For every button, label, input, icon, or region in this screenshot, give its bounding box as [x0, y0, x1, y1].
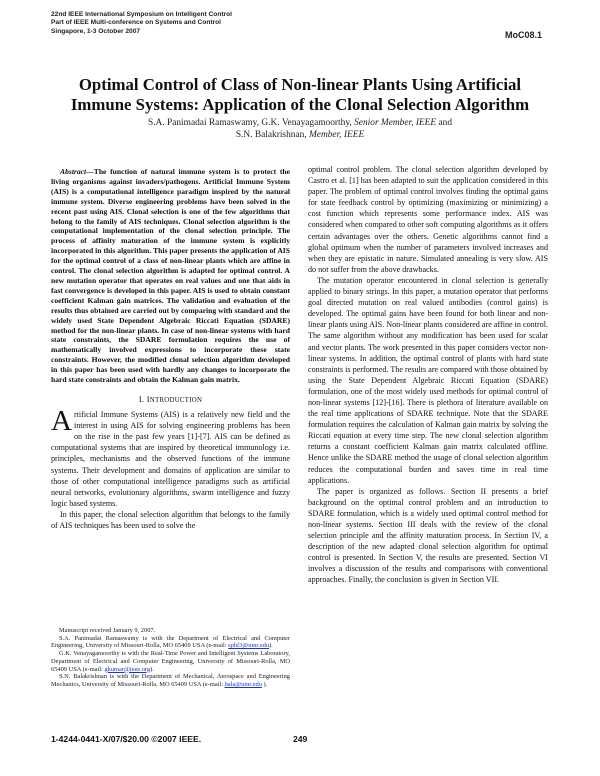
footnotes	[51, 627, 290, 689]
author-conjunction: and	[436, 118, 453, 128]
conference-header	[51, 11, 232, 36]
footnote-text: G.K. Venayagamoorthy is with the Real-Time Power and Intelligent Systems Laboratory, Department of Electrical and Computer Engineering, University of Missouri-Rolla, MO 65409 USA (e-mail:	[51, 650, 290, 673]
left-column	[51, 167, 290, 531]
body-paragraph-1: optimal control problem. The clonal selection algorithm developed by Castro et al. [1] has been adapted to suit the application considered in this paper. The problem of optimal control involves finding the optimal gains for state feedback control by optimizing (maximizing or minimizing) a cost function which represents some performance index. AIS was considered when compared to other soft computing algorithms as it offers certain advantages over the others. Genetic algorithms cannot find a global optimum when the number of parameters involved increases and when they are epistatic in nature. Simulated annealing is very slow. AIS do not suffer from the above drawbacks.	[308, 165, 548, 274]
abstract-label: Abstract	[60, 167, 87, 176]
footnote-end: ).	[269, 642, 273, 650]
footnote-author-3	[51, 673, 290, 688]
footnote-end: ).	[261, 680, 268, 688]
copyright-isbn: 1-4244-0441-X/07/$20.00 ©2007 IEEE.	[51, 734, 202, 744]
footnote-received: Manuscript received January 9, 2007.	[59, 627, 156, 634]
abstract	[51, 167, 290, 385]
email-link[interactable]: gkumar@ieee.org	[104, 665, 151, 673]
body-paragraph-3: The paper is organized as follows. Section II presents a brief background on the optimal control problem and an introduction to SDARE formulation, which is a widely used optimal control method for non-linear systems. Section III deals with the review of the clonal selection principle and the affinity maturation process. In Section IV, a description of the new adapted clonal selection algorithm for optimal control is presented. In Section V, the results are presented. Section VI involves a discussion of the results and comparisons with conventional approaches. Finally, the conclusion is given in Section VII.	[308, 486, 548, 585]
intro-paragraph-1-text: rtificial Immune Systems (AIS) is a relatively new field and the interest in using AIS for solving engineering problems has been on the rise in the past few years [1]-[7]. AIS can be defined as computational systems that are inspired by theoretical immunology i.e. principles, mechanisms and the observed functions of the immune systems. Their development and domains of application are similar to those of other computational intelligence paradigms such as artificial neural networks, evolutionary algorithms, swarm intelligence and fuzzy logic based systems.	[51, 410, 290, 508]
title-line-2: Immune Systems: Application of the Clonal Selection Algorithm	[70, 95, 530, 114]
section-heading-introduction	[51, 394, 290, 406]
intro-paragraph-1	[51, 405, 290, 509]
paper-title	[40, 75, 560, 115]
footnote-author-1	[51, 635, 290, 650]
email-link[interactable]: sphf3@umr.edu	[228, 642, 270, 650]
author-role: Member, IEEE	[308, 129, 365, 140]
author-line-2	[40, 130, 560, 142]
footnote-text: S.N. Balakrishnan is with the Department of Mechanical, Aerospace and Engineering Mechanics, University of Missouri-Rolla, MO 65409 USA (e-mail:	[51, 673, 290, 688]
footnote-text: S.A. Panimadai Ramaswamy is with the Department of Electrical and Computer Engineering, University of Missouri-Rolla, MO 65409 USA (e-mail:	[51, 634, 290, 650]
author-name: S.N. Balakrishnan,	[235, 129, 309, 140]
right-column	[308, 164, 548, 586]
session-code: MoC08.1	[504, 30, 542, 40]
intro-paragraph-2: In this paper, the clonal selection algorithm that belongs to the family of AIS techniques has been used to solve the	[51, 509, 290, 530]
author-role: Senior Member, IEEE	[354, 118, 437, 128]
page-number: 249	[293, 734, 308, 744]
author-names: S.A. Panimadai Ramaswamy, G.K. Venayagamoorthy,	[147, 118, 355, 128]
section-title-initial: I	[146, 394, 150, 404]
email-link[interactable]: bala@umr.edu	[224, 680, 262, 688]
section-title-rest: NTRODUCTION	[149, 396, 203, 404]
body-paragraph-2: The mutation operator encountered in clonal selection is generally applied to binary strings. In this paper, a mutation operator that performs goal directed mutation on real valued antibodies (control gains) is developed. The optimal gains have been found for both linear and non-linear plants using AIS. Non-linear plants considered are affine in control. The same algorithm without any modification has been used for scalar and vector plants. The work presented in this paper considers vector non-linear systems. In addition, the optimal control of plants with hard state constraints is performed. The results are compared with those obtained by using the State Dependent Algebraic Riccati Equation (SDARE) formulation, one of the most widely used methods for optimal control of non-linear systems [12]-[16]. There is plethora of literature available on the real time applications of SDARE technique. Note that the SDARE formulation requires the calculation of Kalman gain matrix by solving the Riccati equation at every time step. The new clonal selection algorithm returns a constant coefficient Kalman gain matrix calculated offline. Hence unlike the SDARE method the usage of clonal selection algorithm reduces the computational burden and saves time in real time applications.	[308, 275, 548, 485]
author-line-1	[40, 118, 560, 130]
drop-cap: A	[51, 405, 72, 438]
abstract-text: —The function of natural immune system is to protect the living organisms against invaders/pathogens. Artificial Immune System (AIS) is a computational intelligence paradigm inspired by the natural immune system. Diverse engineering problems have been solved in the recent past using AIS. Clonal selection is one of the few algorithms that belong to the family of AIS techniques. Clonal selection algorithm is the computational implementation of the clonal selection principle. The process of affinity maturation of the immune system is explicitly incorporated in this algorithm. This paper presents the application of AIS for the optimal control of a class of non-linear plants which are affine in control. The clonal selection algorithm is adapted for optimal control. A new mutation operator that operates on real values and one that aids in fast convergence is developed in this paper. AIS is used to obtain constant coefficient Kalman gain matrices. The validation and evaluation of the results thus obtained are carried out by comparing with standard and the widely used State Dependent Algebraic Riccati Equation (SDARE) method for the non-linear plants. In case of non-linear systems with hard state constraints, the SDARE formulation requires the use of mathematically involved expressions to incorporate these state constraints. However, the modified clonal selection algorithm developed in this paper has been used with hardly any changes to incorporate the hard state constraints and obtain the Kalman gain matrix.	[51, 167, 290, 385]
conference-location-date: Singapore, 1-3 October 2007	[51, 27, 141, 35]
conference-name: 22nd IEEE International Symposium on Intelligent Control	[51, 11, 232, 18]
footnote-author-2	[51, 650, 290, 673]
conference-part: Part of IEEE Multi-conference on Systems and Control	[51, 19, 221, 27]
author-list	[40, 118, 560, 141]
title-line-1: Optimal Control of Class of Non-linear Plants Using Artificial	[78, 75, 522, 94]
section-number: I.	[138, 394, 147, 404]
footnote-end: ).	[150, 665, 154, 673]
